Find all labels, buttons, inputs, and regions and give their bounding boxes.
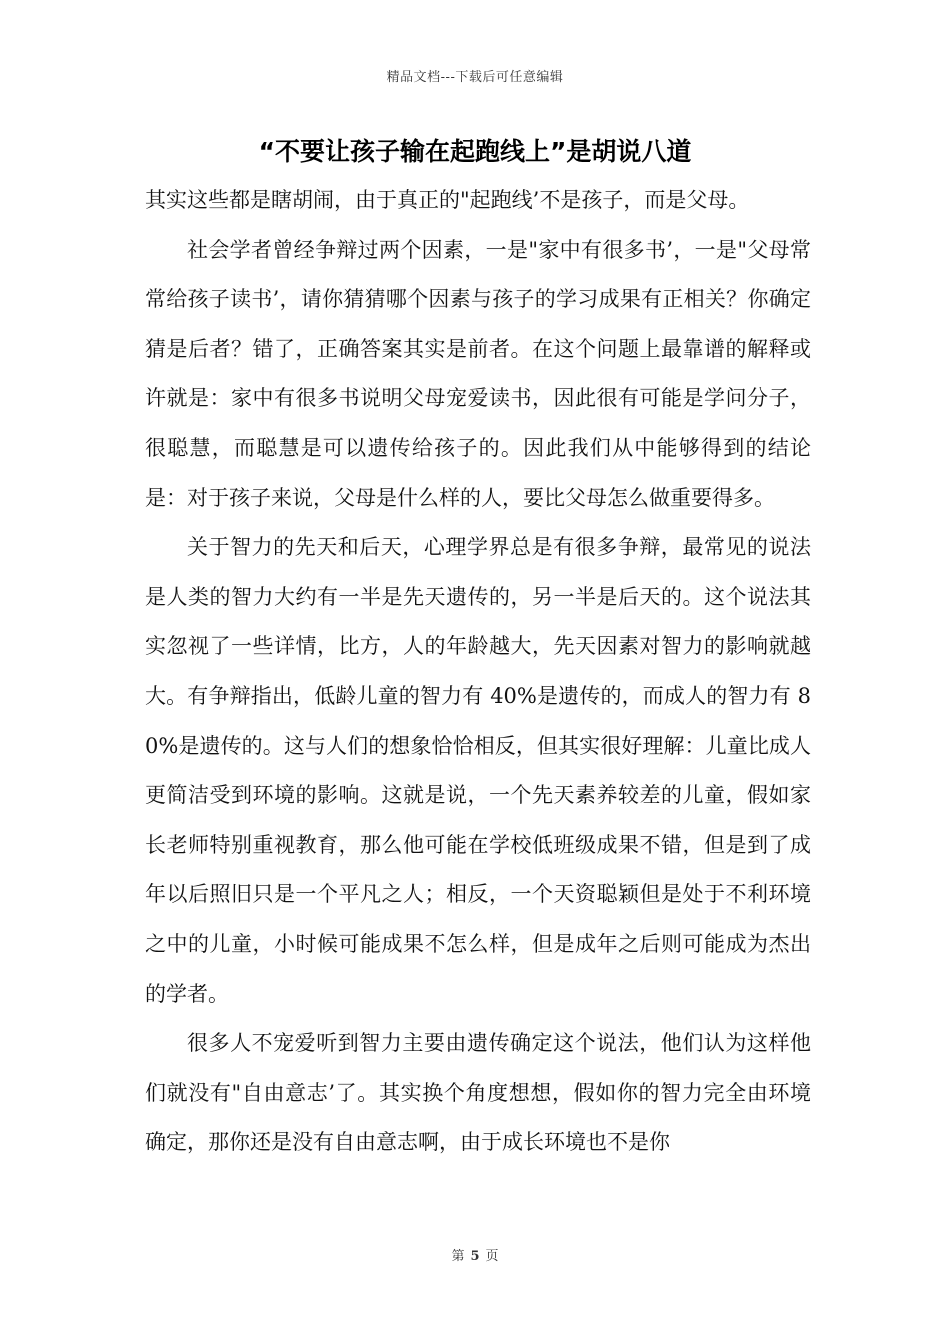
document-title: “不要让孩子输在起跑线上”是胡说八道 [258,137,692,166]
paragraph-4: 很多人不宠爱听到智力主要由遗传确定这个说法，他们认为这样他们就没有"自由意志’了。其实换个角度想想，假如你的智力完全由环境确定，那你还是没有自由意志啊，由于成长环境也不是你 [145,1031,811,1155]
paragraph-3: 关于智力的先天和后天，心理学界总是有很多争辩，最常见的说法是人类的智力大约有一半是先天遗传的，另一半是后天的。这个说法其实忽视了一些详情，比方，人的年龄越大，先天因素对智力的影响就越大。有争辩指出，低龄儿童的智力有 40%是遗传的，而成人的智力有 80%是遗传的。这与人们的想象恰恰相反，但其实很好理解：儿童比成人更简洁受到环境的影响。这就是说，一个先天素养较差的儿童，假如家长老师特别重视教育，那么他可能在学校低班级成果不错，但是到了成年以后照旧只是一个平凡之人；相反，一个天资聪颖但是处于不利环境之中的儿童，小时候可能成果不怎么样，但是成年之后则可能成为杰出的学者。 [145,535,811,1006]
page-header: 精品文档---下载后可任意编辑 [386,70,564,85]
page-label-suffix: 页 [485,1249,499,1264]
page-number: 5 [470,1249,480,1264]
document-body [145,176,811,1168]
paragraph-1: 其实这些都是瞎胡闹，由于真正的"起跑线’不是孩子，而是父母。 [145,188,750,212]
paragraph-2: 社会学者曾经争辩过两个因素，一是"家中有很多书’，一是"父母常常给孩子读书’，请你猜猜哪个因素与孩子的学习成果有正相关？你确定猜是后者？错了，正确答案其实是前者。在这个问题上最靠谱的解释或许就是：家中有很多书说明父母宠爱读书，因此很有可能是学问分子，很聪慧，而聪慧是可以遗传给孩子的。因此我们从中能够得到的结论是：对于孩子来说，父母是什么样的人，要比父母怎么做重要得多。 [145,237,811,510]
page-footer [0,1245,950,1264]
page-label-prefix: 第 [451,1249,465,1264]
